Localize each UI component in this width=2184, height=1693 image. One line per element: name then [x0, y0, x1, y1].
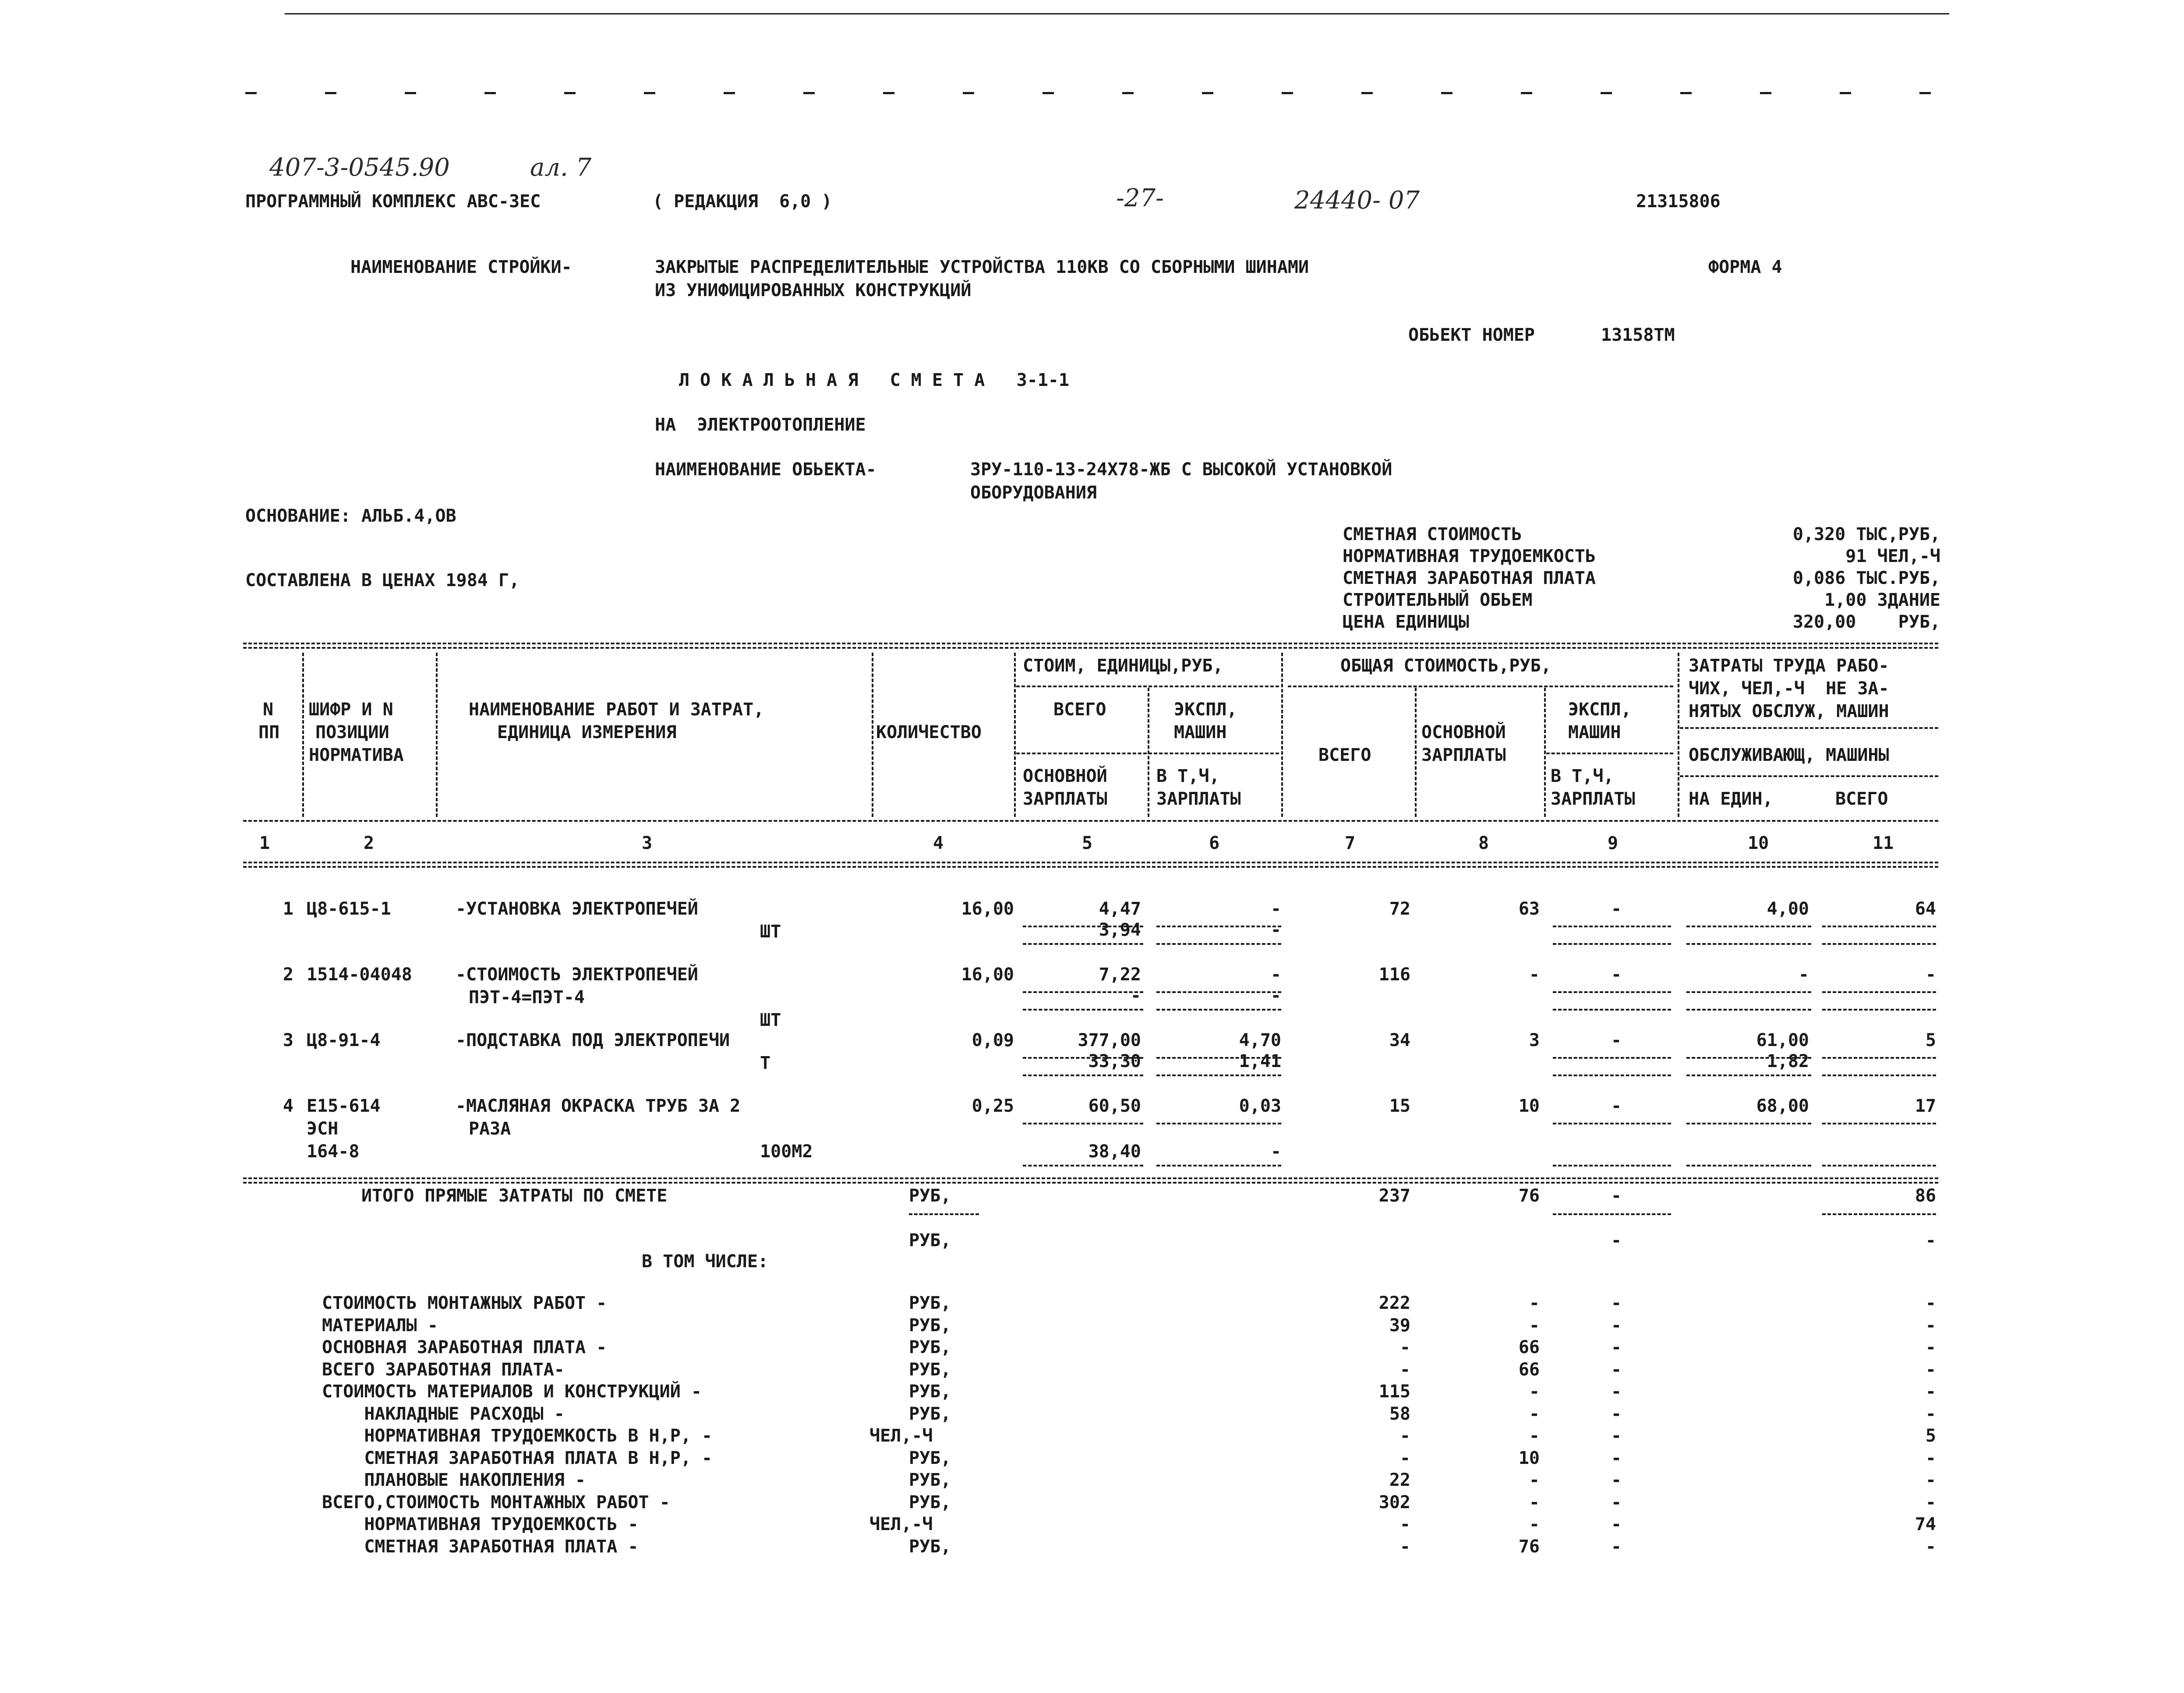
perforation-tick [1122, 92, 1134, 94]
breakdown-unit: РУБ, [909, 1359, 951, 1380]
summary-label: СМЕТНАЯ СТОИМОСТЬ [1343, 524, 1522, 544]
column-number: 5 [1082, 833, 1093, 853]
perforation-tick [1521, 92, 1532, 94]
header-bottom-rule [243, 820, 1938, 822]
summary-value: 0,320 ТЫС,РУБ, [1792, 524, 1940, 544]
hdr-name-1: НАИМЕНОВАНИЕ РАБОТ И ЗАТРАТ, [469, 700, 764, 720]
breakdown-c8: - [1529, 1382, 1540, 1402]
summary-value: 91 ЧЕЛ,-Ч [1845, 546, 1940, 566]
col-sep-2 [436, 653, 438, 817]
row-cipher-2: ЭСН [307, 1119, 339, 1139]
row-name-2: ПЭТ-4=ПЭТ-4 [469, 987, 585, 1007]
construction-name-line1: ЗАКРЫТЫЕ РАСПРЕДЕЛИТЕЛЬНЫЕ УСТРОЙСТВА 110КВ СО СБОРНЫМИ ШИНАМИ [655, 257, 1309, 277]
row-cipher-3: 164-8 [307, 1142, 360, 1162]
row-c6: - [1270, 965, 1281, 985]
breakdown-c11: - [1925, 1359, 1936, 1380]
cell-underline [1686, 1009, 1811, 1011]
row-qty: 16,00 [961, 965, 1014, 985]
row-c9: - [1611, 965, 1622, 985]
breakdown-c8: - [1529, 1426, 1540, 1446]
breakdown-c9: - [1611, 1315, 1622, 1336]
breakdown-c11: - [1925, 1293, 1936, 1313]
hdr-labor-1: ЗАТРАТЫ ТРУДА РАБО- [1689, 656, 1889, 676]
row-c7: 15 [1389, 1096, 1410, 1116]
construction-label: НАИМЕНОВАНИЕ СТРОЙКИ- [350, 257, 572, 277]
total-mach-rule [1546, 753, 1673, 754]
breakdown-label: НАКЛАДНЫЕ РАСХОДЫ - [322, 1403, 565, 1424]
breakdown-unit: РУБ, [909, 1403, 951, 1424]
cell-underline [1023, 1009, 1143, 1011]
row-c5-wage: 33,30 [1088, 1051, 1141, 1071]
breakdown-c8: 10 [1518, 1448, 1540, 1468]
row-c6: - [1270, 899, 1281, 919]
breakdown-c8: 76 [1518, 1536, 1540, 1557]
cell-underline [1553, 991, 1671, 993]
breakdown-c8: - [1529, 1315, 1540, 1336]
cell-underline [1023, 1165, 1143, 1166]
totals-unit: РУБ, [909, 1186, 951, 1206]
breakdown-c11: - [1925, 1403, 1936, 1424]
cell-underline [1156, 1123, 1281, 1124]
cell-underline [1822, 1057, 1936, 1059]
summary-label: НОРМАТИВНАЯ ТРУДОЕМКОСТЬ [1343, 546, 1596, 566]
breakdown-c8: - [1529, 1492, 1540, 1513]
breakdown-c11: - [1925, 1448, 1936, 1468]
row-cipher: Ц8-615-1 [307, 899, 391, 919]
hdr-unit-mach-2: МАШИН [1174, 722, 1227, 742]
col-sep-1 [302, 653, 304, 817]
breakdown-label: СМЕТНАЯ ЗАРАБОТНАЯ ПЛАТА В Н,Р, - [322, 1448, 713, 1468]
breakdown-label: ВСЕГО ЗАРАБОТНАЯ ПЛАТА- [322, 1359, 565, 1380]
column-numbers-rule [243, 862, 1938, 863]
edition: ( РЕДАКЦИЯ 6,0 ) [653, 191, 832, 212]
breakdown-c7: 302 [1378, 1492, 1410, 1513]
breakdown-c9: - [1611, 1337, 1622, 1357]
form-number: ФОРМА 4 [1708, 257, 1782, 277]
hdr-qty: КОЛИЧЕСТВО [876, 722, 982, 742]
hdr-unit-incl-1: В Т,Ч, [1156, 766, 1220, 786]
perforation-tick [1282, 92, 1293, 94]
hdr-cipher-1: ШИФР И N [309, 700, 393, 720]
perforation-tick [325, 92, 336, 94]
breakdown-unit: РУБ, [909, 1470, 951, 1490]
breakdown-c9: - [1611, 1293, 1622, 1313]
perforation-tick [644, 92, 655, 94]
row-c6: 0,03 [1239, 1096, 1281, 1116]
row-c10: 68,00 [1756, 1096, 1809, 1116]
breakdown-c8: - [1529, 1403, 1540, 1424]
perforation-tick [1601, 92, 1612, 94]
hdr-total-cost: ОБЩАЯ СТОИМОСТЬ,РУБ, [1340, 656, 1551, 676]
row-name-2: РАЗА [469, 1119, 511, 1139]
price-level: СОСТАВЛЕНА В ЦЕНАХ 1984 Г, [245, 570, 520, 590]
hdr-cipher-2: ПОЗИЦИИ [315, 722, 389, 742]
breakdown-c8: 66 [1518, 1337, 1540, 1357]
hdr-total-wage-1: ОСНОВНОЙ [1421, 722, 1506, 742]
row-name: -СТОИМОСТЬ ЭЛЕКТРОПЕЧЕЙ [456, 965, 698, 985]
breakdown-c8: 66 [1518, 1359, 1540, 1380]
cell-underline [1553, 1165, 1671, 1166]
object-name-line2: ОБОРУДОВАНИЯ [970, 483, 1097, 503]
col-sep-8 [1544, 688, 1546, 817]
totals-label: ИТОГО ПРЯМЫЕ ЗАТРАТЫ ПО СМЕТЕ [361, 1186, 668, 1206]
handwritten-sheet-number: 24440- 07 [1294, 186, 1420, 215]
breakdown-label: ВСЕГО,СТОИМОСТЬ МОНТАЖНЫХ РАБОТ - [322, 1492, 670, 1513]
hdr-unit-total: ВСЕГО [1053, 700, 1106, 720]
hdr-labor-service: ОБСЛУЖИВАЮЩ, МАШИНЫ [1689, 745, 1889, 765]
breakdown-c11: 5 [1925, 1426, 1936, 1446]
breakdown-c11: - [1925, 1315, 1936, 1336]
row-number: 3 [283, 1030, 293, 1050]
hdr-labor-per-unit: НА ЕДИН, [1689, 789, 1773, 809]
hdr-n-1: N [263, 700, 274, 720]
breakdown-c9: - [1611, 1426, 1622, 1446]
breakdown-c9: - [1611, 1448, 1622, 1468]
row-c9: - [1611, 1030, 1622, 1050]
row-c5: 60,50 [1088, 1096, 1141, 1116]
row-cipher: 1514-04048 [307, 965, 412, 985]
cell-underline [1553, 926, 1671, 927]
column-number: 10 [1748, 833, 1769, 853]
program-name: ПРОГРАММНЫЙ КОМПЛЕКС АВС-3ЕС [245, 191, 541, 212]
row-c10: 61,00 [1756, 1030, 1809, 1050]
hdr-labor-2: ЧИХ, ЧЕЛ,-Ч НЕ ЗА- [1689, 679, 1889, 699]
breakdown-c9: - [1611, 1470, 1622, 1490]
cell-underline [1822, 1165, 1936, 1166]
row-cipher: Ц8-91-4 [307, 1030, 381, 1050]
breakdown-c9: - [1611, 1382, 1622, 1402]
row-qty: 0,09 [972, 1030, 1014, 1050]
breakdown-c7: 58 [1389, 1403, 1410, 1424]
breakdown-c9: - [1611, 1492, 1622, 1513]
breakdown-c8: - [1529, 1514, 1540, 1534]
hdr-unit-incl-2: ЗАРПЛАТЫ [1156, 789, 1241, 809]
breakdown-label: СМЕТНАЯ ЗАРАБОТНАЯ ПЛАТА - [322, 1536, 639, 1557]
breakdown-unit: РУБ, [909, 1315, 951, 1336]
including-label: В ТОМ ЧИСЛЕ: [642, 1251, 768, 1272]
breakdown-label: СТОИМОСТЬ МОНТАЖНЫХ РАБОТ - [322, 1293, 607, 1313]
column-number: 6 [1209, 833, 1220, 853]
totals-sub-rule-11 [1822, 1213, 1936, 1215]
row-number: 2 [283, 965, 293, 985]
cell-underline [1553, 1074, 1671, 1076]
row-name: -МАСЛЯНАЯ ОКРАСКА ТРУБ ЗА 2 [456, 1096, 741, 1116]
cell-underline [1553, 1009, 1671, 1011]
row-unit: 100М2 [760, 1142, 813, 1162]
breakdown-unit: ЧЕЛ,-Ч [869, 1514, 933, 1534]
estimate-title: Л О К А Л Ь Н А Я С М Е Т А 3-1-1 [679, 370, 1070, 390]
perforation-tick [963, 92, 974, 94]
breakdown-unit: РУБ, [909, 1293, 951, 1313]
row-number: 4 [283, 1096, 293, 1116]
row-c11: 17 [1915, 1096, 1936, 1116]
summary-value: 320,00 РУБ, [1792, 612, 1940, 632]
totals-c8: 76 [1518, 1186, 1540, 1206]
perforation-tick [405, 92, 416, 94]
row-qty: 0,25 [972, 1096, 1014, 1116]
column-number: 7 [1345, 833, 1356, 853]
object-name-label: НАИМЕНОВАНИЕ ОБЬЕКТА- [655, 459, 876, 480]
summary-label: СТРОИТЕЛЬНЫЙ ОБЬЕМ [1343, 590, 1533, 610]
breakdown-label: СТОИМОСТЬ МАТЕРИАЛОВ И КОНСТРУКЦИЙ - [322, 1382, 702, 1402]
hdr-cipher-3: НОРМАТИВА [309, 745, 404, 765]
breakdown-label: МАТЕРИАЛЫ - [322, 1315, 438, 1336]
breakdown-c7: - [1399, 1359, 1410, 1380]
handwritten-doc-code: 407-3-0545.90 [269, 153, 450, 182]
col-sep-9 [1678, 653, 1679, 817]
hdr-unit-wage-2: ЗАРПЛАТЫ [1023, 789, 1107, 809]
cell-underline [1686, 926, 1811, 927]
breakdown-c7: 222 [1378, 1293, 1410, 1313]
breakdown-label: ПЛАНОВЫЕ НАКОПЛЕНИЯ - [322, 1470, 586, 1490]
total-cost-rule [1288, 686, 1673, 687]
cell-underline [1686, 1123, 1811, 1124]
row-c10: 4,00 [1767, 899, 1809, 919]
hdr-n-2: ПП [258, 722, 280, 742]
breakdown-c9: - [1611, 1403, 1622, 1424]
cell-underline [1553, 943, 1671, 945]
row-name: -УСТАНОВКА ЭЛЕКТРОПЕЧЕЙ [456, 899, 698, 919]
column-number: 11 [1873, 833, 1894, 853]
row-unit: ШТ [760, 922, 781, 942]
cell-underline [1686, 1165, 1811, 1166]
row-c8: 3 [1529, 1030, 1540, 1050]
labor-rule-1 [1680, 727, 1938, 729]
col-sep-6 [1281, 653, 1283, 817]
row-c5-wage: 3,94 [1099, 920, 1141, 940]
breakdown-c7: - [1399, 1448, 1410, 1468]
row-c8: 10 [1518, 1096, 1540, 1116]
hdr-total-incl-1: В Т,Ч, [1551, 766, 1614, 786]
breakdown-c9: - [1611, 1514, 1622, 1534]
totals-top-rule-2 [243, 1182, 1938, 1184]
row-c5: 377,00 [1078, 1030, 1141, 1050]
breakdown-c11: - [1925, 1382, 1936, 1402]
row-c8: 63 [1518, 899, 1540, 919]
summary-value: 0,086 ТЫС.РУБ, [1792, 568, 1940, 588]
row-c5: 4,47 [1099, 899, 1141, 919]
row-unit: ШТ [760, 1010, 781, 1030]
row-c5-wage: - [1130, 986, 1141, 1006]
breakdown-c7: - [1399, 1337, 1410, 1357]
hdr-total-incl-2: ЗАРПЛАТЫ [1551, 789, 1635, 809]
col-sep-5 [1148, 688, 1149, 817]
hdr-unit-mach-1: ЭКСПЛ, [1174, 700, 1237, 720]
summary-label: СМЕТНАЯ ЗАРАБОТНАЯ ПЛАТА [1343, 568, 1596, 588]
perforation-tick [1919, 92, 1931, 94]
totals-c9: - [1611, 1186, 1622, 1206]
hdr-name-2: ЕДИНИЦА ИЗМЕРЕНИЯ [497, 722, 677, 742]
breakdown-c11: 74 [1915, 1514, 1936, 1534]
perforation-tick [1680, 92, 1692, 94]
breakdown-c8: - [1529, 1293, 1540, 1313]
hdr-total-all: ВСЕГО [1318, 745, 1371, 765]
unit-cost-rule [1016, 686, 1279, 687]
row-cipher: Е15-614 [307, 1096, 381, 1116]
scan-top-line [285, 13, 1949, 14]
perforation-tick [803, 92, 815, 94]
cell-underline [1023, 943, 1143, 945]
totals-c9b: - [1611, 1230, 1622, 1251]
row-c7: 72 [1389, 899, 1410, 919]
construction-name-line2: ИЗ УНИФИЦИРОВАННЫХ КОНСТРУКЦИЙ [655, 280, 972, 300]
breakdown-c7: 39 [1389, 1315, 1410, 1336]
perforation-tick [564, 92, 576, 94]
perforation-tick [1441, 92, 1452, 94]
cell-underline [1686, 1074, 1811, 1076]
hdr-labor-3: НЯТЫХ ОБСЛУЖ, МАШИН [1689, 701, 1889, 721]
breakdown-c8: - [1529, 1470, 1540, 1490]
row-c6: 4,70 [1239, 1030, 1281, 1050]
col-sep-7 [1415, 688, 1417, 817]
row-c7: 34 [1389, 1030, 1410, 1050]
breakdown-label: НОРМАТИВНАЯ ТРУДОЕМКОСТЬ В Н,Р, - [322, 1426, 713, 1446]
breakdown-label: НОРМАТИВНАЯ ТРУДОЕМКОСТЬ - [322, 1514, 639, 1534]
totals-c11: 86 [1915, 1186, 1936, 1206]
labor-rule-2 [1680, 775, 1938, 777]
row-c8: - [1529, 965, 1540, 985]
column-number: 2 [364, 833, 375, 853]
hdr-total-mach-1: ЭКСПЛ, [1568, 700, 1632, 720]
breakdown-c9: - [1611, 1359, 1622, 1380]
totals-top-rule [243, 1177, 1938, 1179]
totals-sub-rule-9 [1553, 1213, 1671, 1215]
row-c6-wage: - [1270, 986, 1281, 1006]
row-c7: 116 [1378, 965, 1410, 985]
table-top-rule-2 [243, 647, 1938, 649]
hdr-labor-total: ВСЕГО [1835, 789, 1888, 809]
hdr-total-mach-2: МАШИН [1568, 722, 1621, 742]
totals-unit-2: РУБ, [909, 1230, 951, 1251]
row-qty: 16,00 [961, 899, 1014, 919]
cell-underline [1686, 943, 1811, 945]
breakdown-unit: РУБ, [909, 1448, 951, 1468]
breakdown-unit: ЧЕЛ,-Ч [869, 1426, 933, 1446]
col-sep-3 [872, 653, 873, 817]
perforation-tick [484, 92, 496, 94]
row-unit: Т [760, 1053, 771, 1073]
cell-underline [1822, 943, 1936, 945]
cell-underline [1156, 1009, 1281, 1011]
column-numbers-rule-2 [243, 866, 1938, 868]
breakdown-c7: - [1399, 1426, 1410, 1446]
perforation-tick [1361, 92, 1373, 94]
cell-underline [1822, 1009, 1936, 1011]
cell-underline [1553, 1123, 1671, 1124]
row-c9: - [1611, 1096, 1622, 1116]
row-c5: 7,22 [1099, 965, 1141, 985]
column-number: 3 [642, 833, 653, 853]
row-number: 1 [283, 899, 293, 919]
breakdown-c7: - [1399, 1514, 1410, 1534]
row-name: -ПОДСТАВКА ПОД ЭЛЕКТРОПЕЧИ [456, 1030, 730, 1050]
breakdown-unit: РУБ, [909, 1536, 951, 1557]
cell-underline [1156, 1074, 1281, 1076]
table-top-rule [243, 643, 1938, 644]
breakdown-unit: РУБ, [909, 1492, 951, 1513]
perforation-tick [883, 92, 894, 94]
basis: ОСНОВАНИЕ: АЛЬБ.4,ОВ [245, 506, 456, 526]
breakdown-unit: РУБ, [909, 1337, 951, 1357]
breakdown-c7: 115 [1378, 1382, 1410, 1402]
object-number: 13158ТМ [1601, 325, 1675, 345]
object-name-line1: ЗРУ-110-13-24Х78-ЖБ С ВЫСОКОЙ УСТАНОВКОЙ [970, 459, 1392, 480]
cell-underline [1686, 991, 1811, 993]
summary-value: 1,00 ЗДАНИЕ [1824, 590, 1940, 610]
breakdown-c11: - [1925, 1536, 1936, 1557]
cell-underline [1156, 943, 1281, 945]
cell-underline [1023, 1123, 1143, 1124]
row-c9: - [1611, 899, 1622, 919]
perforation-tick [724, 92, 735, 94]
totals-sub-rule [909, 1213, 979, 1215]
object-number-label: ОБЬЕКТ НОМЕР [1408, 325, 1535, 345]
cell-underline [1023, 1074, 1143, 1076]
hdr-total-wage-2: ЗАРПЛАТЫ [1421, 745, 1506, 765]
breakdown-c11: - [1925, 1470, 1936, 1490]
cell-underline [1822, 991, 1936, 993]
row-c11: - [1925, 965, 1936, 985]
perforation-tick [1043, 92, 1054, 94]
breakdown-c7: 22 [1389, 1470, 1410, 1490]
row-c5-wage: 38,40 [1088, 1142, 1141, 1162]
cell-underline [1822, 1074, 1936, 1076]
estimate-subject: НА ЭЛЕКТРООТОПЛЕНИЕ [655, 415, 866, 435]
totals-c11b: - [1925, 1230, 1936, 1251]
breakdown-c7: - [1399, 1536, 1410, 1557]
cell-underline [1553, 1057, 1671, 1059]
perforation-tick [1202, 92, 1213, 94]
row-c10-service: 1,82 [1767, 1051, 1809, 1071]
summary-label: ЦЕНА ЕДИНИЦЫ [1343, 612, 1469, 632]
perforation-tick [1840, 92, 1851, 94]
cell-underline [1156, 1165, 1281, 1166]
document-code: 21315806 [1636, 191, 1721, 212]
perforation-tick [245, 92, 257, 94]
row-c6-wage: - [1270, 1142, 1281, 1162]
breakdown-label: ОСНОВНАЯ ЗАРАБОТНАЯ ПЛАТА - [322, 1337, 607, 1357]
hdr-unit-cost: СТОИМ, ЕДИНИЦЫ,РУБ, [1023, 656, 1223, 676]
col-sep-4 [1014, 653, 1016, 817]
row-c10: - [1798, 965, 1809, 985]
column-number: 4 [933, 833, 944, 853]
row-c11: 5 [1925, 1030, 1936, 1050]
breakdown-unit: РУБ, [909, 1382, 951, 1402]
breakdown-c11: - [1925, 1337, 1936, 1357]
breakdown-c9: - [1611, 1536, 1622, 1557]
row-c6-wage: 1,41 [1239, 1051, 1281, 1071]
handwritten-album: ал. 7 [530, 153, 592, 182]
totals-c7: 237 [1378, 1186, 1410, 1206]
column-number: 8 [1478, 833, 1489, 853]
row-c6-wage: - [1270, 920, 1281, 940]
hdr-unit-wage-1: ОСНОВНОЙ [1023, 766, 1107, 786]
row-c11: 64 [1915, 899, 1936, 919]
breakdown-c11: - [1925, 1492, 1936, 1513]
cell-underline [1822, 926, 1936, 927]
cell-underline [1822, 1123, 1936, 1124]
perforation-tick [1760, 92, 1771, 94]
handwritten-page-number: -27- [1116, 184, 1164, 212]
column-number: 9 [1608, 833, 1619, 853]
column-number: 1 [259, 833, 270, 853]
